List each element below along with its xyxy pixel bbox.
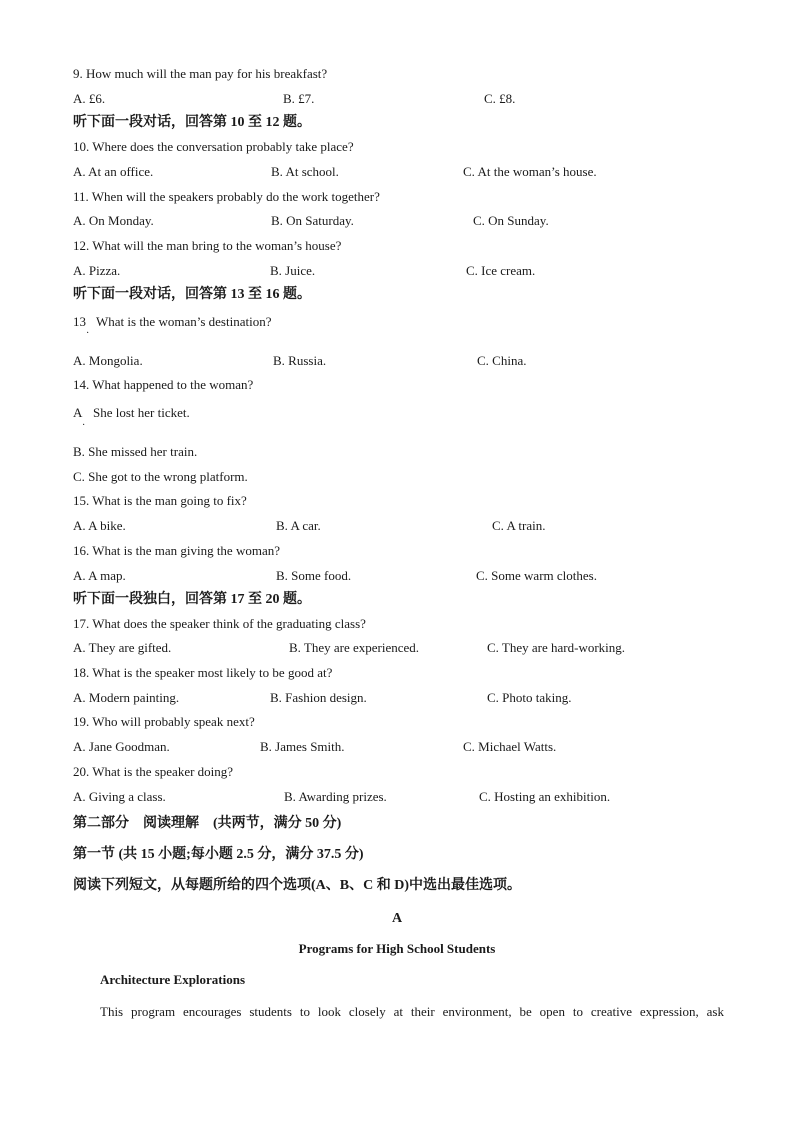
option-16c: C. Some warm clothes. (476, 568, 597, 583)
option-19a: A. Jane Goodman. (73, 739, 170, 754)
option-18b: B. Fashion design. (270, 690, 367, 705)
option-17a: A. They are gifted. (73, 640, 172, 655)
question-18: 18. What is the speaker most likely to be good at? (73, 665, 333, 680)
option-12c: C. Ice cream. (466, 263, 536, 278)
option-20b: B. Awarding prizes. (284, 789, 387, 804)
part-two-heading: 第二部分 阅读理解 (共两节，满分 50 分) (73, 816, 342, 831)
question-20: 20. What is the speaker doing? (73, 764, 234, 779)
stray-dot-mark: · (86, 328, 90, 339)
question-19: 19. Who will probably speak next? (73, 714, 255, 729)
paragraph-line: This program encourages students to look closely at their environment, be open to creative expression, ask (100, 1004, 724, 1019)
option-14c: C. She got to the wrong platform. (73, 469, 248, 484)
question-9: 9. How much will the man pay for his breakfast? (73, 66, 328, 81)
question-13-number: 13 (73, 314, 86, 329)
option-15c: C. A train. (492, 518, 546, 533)
option-14a-letter: A (73, 405, 83, 420)
option-14a: She lost her ticket. (93, 405, 190, 420)
option-11a: A. On Monday. (73, 213, 154, 228)
question-16: 16. What is the man giving the woman? (73, 543, 280, 558)
stray-dot-mark: · (82, 420, 86, 431)
option-9a: A. £6. (73, 91, 106, 106)
option-12a: A. Pizza. (73, 263, 121, 278)
program-subheading: Architecture Explorations (100, 972, 246, 987)
section-heading-17-20: 听下面一段独白，回答第 17 至 20 题。 (73, 592, 311, 607)
option-19c: C. Michael Watts. (463, 739, 557, 754)
question-15: 15. What is the man going to fix? (73, 493, 247, 508)
option-13a: A. Mongolia. (73, 353, 143, 368)
option-13b: B. Russia. (273, 353, 327, 368)
option-20a: A. Giving a class. (73, 789, 166, 804)
passage-letter: A (391, 911, 403, 926)
option-13c: C. China. (477, 353, 527, 368)
option-10c: C. At the woman’s house. (463, 164, 597, 179)
passage-title: Programs for High School Students (298, 941, 496, 956)
option-17b: B. They are experienced. (289, 640, 420, 655)
question-10: 10. Where does the conversation probably take place? (73, 139, 354, 154)
option-10b: B. At school. (271, 164, 339, 179)
option-16b: B. Some food. (276, 568, 352, 583)
section-one-heading: 第一节 (共 15 小题;每小题 2.5 分，满分 37.5 分) (73, 847, 364, 862)
option-9b: B. £7. (283, 91, 315, 106)
option-14b: B. She missed her train. (73, 444, 198, 459)
section-heading-10-12: 听下面一段对话，回答第 10 至 12 题。 (73, 115, 311, 130)
option-11b: B. On Saturday. (271, 213, 354, 228)
question-12: 12. What will the man bring to the woman’s house? (73, 238, 342, 253)
option-9c: C. £8. (484, 91, 516, 106)
option-12b: B. Juice. (270, 263, 316, 278)
option-15a: A. A bike. (73, 518, 126, 533)
question-13: What is the woman’s destination? (96, 314, 272, 329)
option-16a: A. A map. (73, 568, 126, 583)
question-11: 11. When will the speakers probably do the work together? (73, 189, 380, 204)
reading-instruction: 阅读下列短文，从每题所给的四个选项(A、B、C 和 D)中选出最佳选项。 (73, 878, 521, 893)
option-18c: C. Photo taking. (487, 690, 572, 705)
question-14: 14. What happened to the woman? (73, 377, 254, 392)
option-15b: B. A car. (276, 518, 321, 533)
option-18a: A. Modern painting. (73, 690, 180, 705)
option-19b: B. James Smith. (260, 739, 345, 754)
option-11c: C. On Sunday. (473, 213, 549, 228)
option-17c: C. They are hard-working. (487, 640, 626, 655)
section-heading-13-16: 听下面一段对话，回答第 13 至 16 题。 (73, 287, 311, 302)
option-20c: C. Hosting an exhibition. (479, 789, 611, 804)
question-17: 17. What does the speaker think of the graduating class? (73, 616, 366, 631)
option-10a: A. At an office. (73, 164, 154, 179)
